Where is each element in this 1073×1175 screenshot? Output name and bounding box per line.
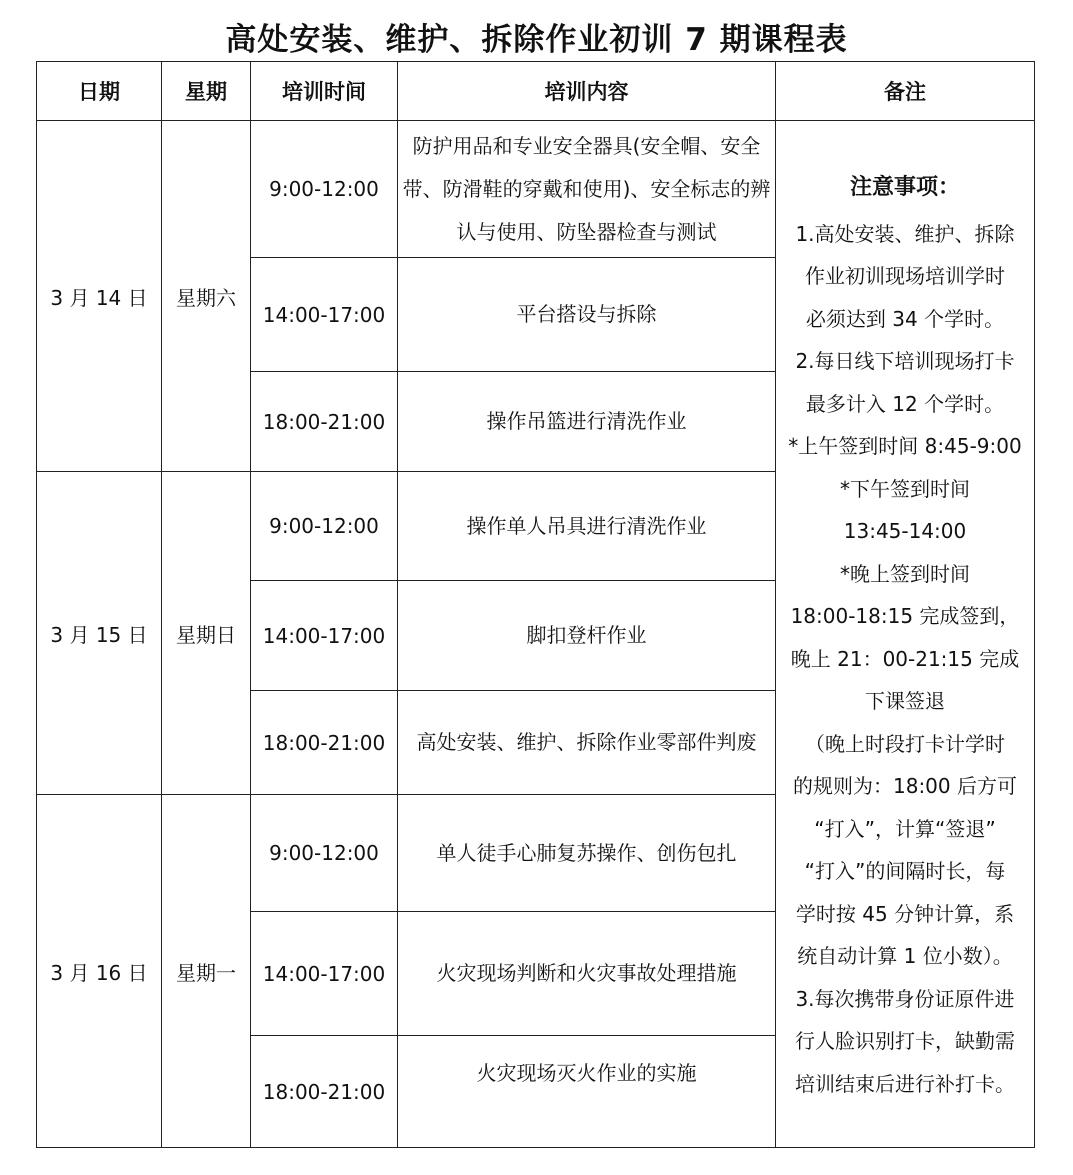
header-row <box>37 62 1035 121</box>
notes-line: （晚上时段打卡计学时 <box>805 731 1005 756</box>
time-cell: 9:00-12:00 <box>251 121 398 258</box>
date-cell: 3 月 16 日 <box>37 795 162 1148</box>
notes-line: 学时按 45 分钟计算，系 <box>795 901 1015 926</box>
time-cell: 9:00-12:00 <box>251 472 398 581</box>
header-time: 培训时间 <box>251 62 398 121</box>
content-cell: 防护用品和专业安全器具(安全帽、安全带、防滑鞋的穿戴和使用)、安全标志的辨认与使用、防坠器检查与测试 <box>398 121 776 258</box>
notes-line: 的规则为：18:00 后方可 <box>793 774 1017 799</box>
notes-line: 1.高处安装、维护、拆除 <box>795 221 1015 246</box>
date-cell: 3 月 14 日 <box>37 121 162 472</box>
notes-line: 3.每次携带身份证原件进 <box>795 986 1015 1011</box>
time-cell: 9:00-12:00 <box>251 795 398 912</box>
notes-heading: 注意事项： <box>849 174 960 200</box>
table-row <box>37 121 1035 258</box>
notes-line: *下午签到时间 <box>840 476 970 501</box>
time-cell: 14:00-17:00 <box>251 912 398 1036</box>
page-title: 高处安装、维护、拆除作业初训 7 期课程表 <box>225 22 848 58</box>
header-notes: 备注 <box>776 62 1035 121</box>
notes-line: 晚上 21：00-21:15 完成 <box>790 646 1020 671</box>
notes-line: “打入”的间隔时长，每 <box>804 859 1006 884</box>
content-cell: 火灾现场灭火作业的实施 <box>398 1036 776 1148</box>
notes-line: 最多计入 12 个学时。 <box>805 391 1005 416</box>
notes-line: 2.每日线下培训现场打卡 <box>795 349 1015 374</box>
notes-line: *上午签到时间 8:45-9:00 <box>788 434 1022 459</box>
content-cell: 平台搭设与拆除 <box>398 258 776 372</box>
time-cell: 14:00-17:00 <box>251 258 398 372</box>
notes-cell <box>776 121 1035 1148</box>
notes-line: *晚上签到时间 <box>840 561 970 586</box>
content-cell: 操作单人吊具进行清洗作业 <box>398 472 776 581</box>
notes-line: 作业初训现场培训学时 <box>805 264 1005 289</box>
content-cell: 火灾现场判断和火灾事故处理措施 <box>398 912 776 1036</box>
notes-line: 下课签退 <box>865 689 945 714</box>
time-cell: 18:00-21:00 <box>251 691 398 795</box>
time-cell: 18:00-21:00 <box>251 1036 398 1148</box>
header-content: 培训内容 <box>398 62 776 121</box>
schedule-table <box>36 61 1035 1148</box>
notes-line: “打入”，计算“签退” <box>814 816 996 841</box>
content-cell: 操作吊篮进行清洗作业 <box>398 372 776 472</box>
content-cell: 单人徒手心肺复苏操作、创伤包扎 <box>398 795 776 912</box>
notes-line: 18:00-18:15 完成签到， <box>790 604 1020 629</box>
notes-line: 13:45-14:00 <box>843 519 967 544</box>
header-date: 日期 <box>37 62 162 121</box>
header-weekday: 星期 <box>162 62 251 121</box>
notes-line: 必须达到 34 个学时。 <box>805 306 1005 331</box>
notes-line: 培训结束后进行补打卡。 <box>795 1071 1015 1096</box>
time-cell: 14:00-17:00 <box>251 581 398 691</box>
time-cell: 18:00-21:00 <box>251 372 398 472</box>
content-cell: 高处安装、维护、拆除作业零部件判废 <box>398 691 776 795</box>
weekday-cell: 星期日 <box>162 472 251 795</box>
notes-line: 行人脸识别打卡，缺勤需 <box>795 1029 1015 1054</box>
date-cell: 3 月 15 日 <box>37 472 162 795</box>
weekday-cell: 星期六 <box>162 121 251 472</box>
weekday-cell: 星期一 <box>162 795 251 1148</box>
notes-line: 统自动计算 1 位小数）。 <box>797 944 1013 969</box>
content-cell: 脚扣登杆作业 <box>398 581 776 691</box>
